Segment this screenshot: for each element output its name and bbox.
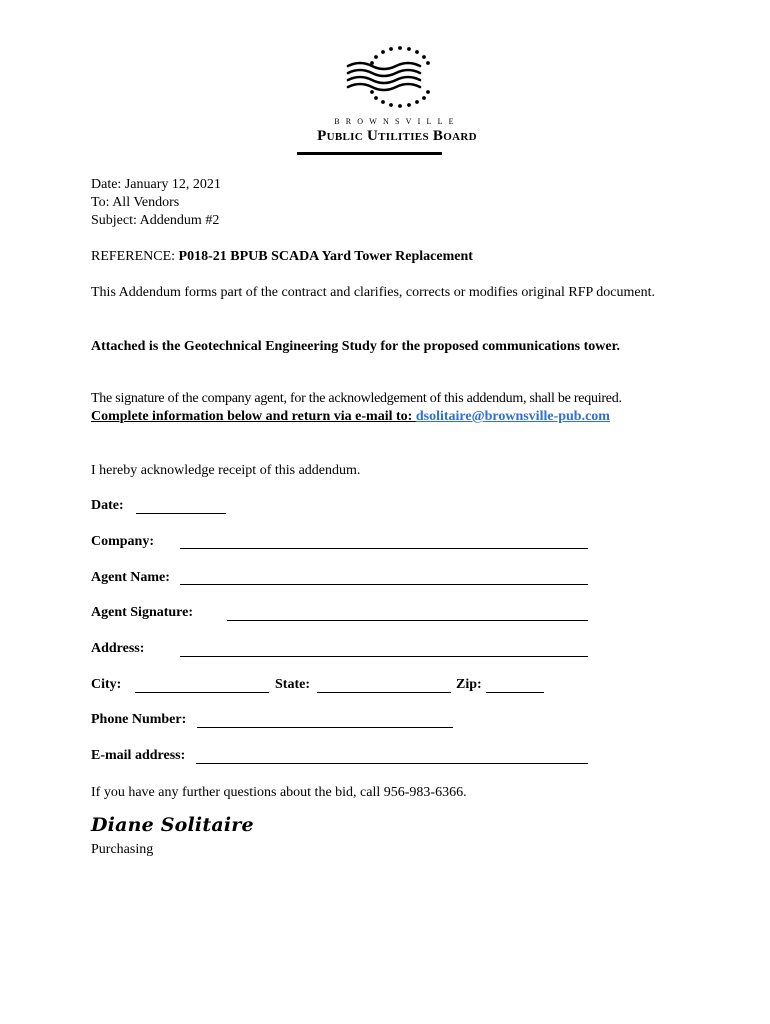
contact-email-link[interactable]: dsolitaire@brownsville-pub.com xyxy=(415,409,610,424)
return-instruction-line xyxy=(91,408,610,426)
phone-field-line[interactable] xyxy=(197,726,453,728)
reference-line xyxy=(91,248,473,266)
company-field-line[interactable] xyxy=(180,547,588,549)
phone-field-label: Phone Number: xyxy=(91,712,187,727)
zip-field-line[interactable] xyxy=(486,691,544,693)
return-instruction-text: Complete information below and return via e-mail to: xyxy=(91,409,416,424)
date-line: Date: January 12, 2021 xyxy=(91,177,221,192)
date-field-label: Date: xyxy=(91,498,124,513)
addendum-paragraph: This Addendum forms part of the contract and clarifies, corrects or modifies original RFP document. xyxy=(91,285,656,300)
wave-dots-logo-icon xyxy=(300,40,500,120)
agent-name-field-line[interactable] xyxy=(180,583,588,585)
email-field-label: E-mail address: xyxy=(91,748,186,763)
email-field-line[interactable] xyxy=(196,762,588,764)
letterhead-rule xyxy=(297,152,442,155)
state-field-line[interactable] xyxy=(317,691,451,693)
brand-main-text: Public Utilities Board xyxy=(317,128,477,144)
agent-signature-field-label: Agent Signature: xyxy=(91,605,194,620)
subject-line: Subject: Addendum #2 xyxy=(91,213,220,228)
company-field-label: Company: xyxy=(91,534,155,549)
agent-signature-field-line[interactable] xyxy=(227,619,588,621)
brand-top-text: BROWNSVILLE xyxy=(334,117,460,126)
signature-title: Purchasing xyxy=(91,842,154,857)
acknowledge-text: I hereby acknowledge receipt of this addendum. xyxy=(91,463,361,478)
questions-text: If you have any further questions about the bid, call 956-983-6366. xyxy=(91,785,467,800)
signature-required-text: The signature of the company agent, for the acknowledgement of this addendum, shall be required. xyxy=(91,391,622,406)
agent-name-field-label: Agent Name: xyxy=(91,570,170,585)
reference-label: REFERENCE: xyxy=(91,249,179,264)
city-field-line[interactable] xyxy=(135,691,269,693)
address-field-label: Address: xyxy=(91,641,145,656)
attached-paragraph: Attached is the Geotechnical Engineering Study for the proposed communications tower. xyxy=(91,339,621,354)
to-line: To: All Vendors xyxy=(91,195,180,210)
reference-value: P018-21 BPUB SCADA Yard Tower Replacement xyxy=(178,249,473,264)
city-field-label: City: xyxy=(91,677,122,692)
address-field-line[interactable] xyxy=(180,655,588,657)
date-field-line[interactable] xyxy=(136,512,226,514)
handwritten-signature: Diane Solitaire xyxy=(91,814,254,836)
state-field-label: State: xyxy=(275,677,310,692)
zip-field-label: Zip: xyxy=(456,677,482,692)
